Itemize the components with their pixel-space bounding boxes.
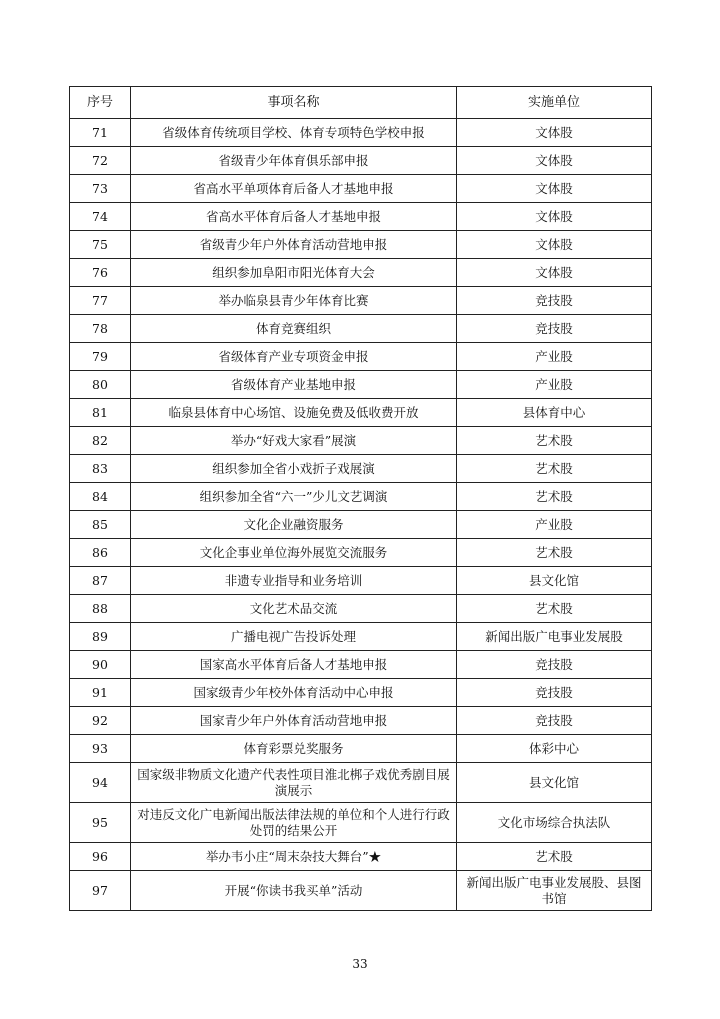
table-row — [70, 455, 652, 483]
cell-unit: 产业股 — [457, 371, 652, 399]
cell-no: 84 — [70, 483, 131, 511]
cell-item: 省级青少年体育俱乐部申报 — [131, 147, 457, 175]
table-row — [70, 483, 652, 511]
cell-unit: 文化市场综合执法队 — [457, 803, 652, 843]
table-row — [70, 735, 652, 763]
cell-item: 非遗专业指导和业务培训 — [131, 567, 457, 595]
cell-unit: 竞技股 — [457, 707, 652, 735]
header-unit: 实施单位 — [457, 87, 652, 119]
cell-unit: 文体股 — [457, 231, 652, 259]
cell-item: 国家高水平体育后备人才基地申报 — [131, 651, 457, 679]
cell-no: 83 — [70, 455, 131, 483]
cell-item: 对违反文化广电新闻出版法律法规的单位和个人进行行政处罚的结果公开 — [131, 803, 457, 843]
cell-no: 72 — [70, 147, 131, 175]
cell-item: 开展“你读书我买单”活动 — [131, 871, 457, 911]
table-row — [70, 231, 652, 259]
cell-no: 87 — [70, 567, 131, 595]
cell-no: 80 — [70, 371, 131, 399]
table-row — [70, 175, 652, 203]
table-row — [70, 651, 652, 679]
cell-no: 93 — [70, 735, 131, 763]
table-row — [70, 803, 652, 843]
cell-no: 89 — [70, 623, 131, 651]
table-row — [70, 315, 652, 343]
table-row — [70, 203, 652, 231]
cell-unit: 县体育中心 — [457, 399, 652, 427]
table-header-row — [70, 87, 652, 119]
table-row — [70, 259, 652, 287]
cell-item: 组织参加全省小戏折子戏展演 — [131, 455, 457, 483]
table-row — [70, 511, 652, 539]
cell-no: 78 — [70, 315, 131, 343]
cell-item: 举办韦小庄“周末杂技大舞台”★ — [131, 843, 457, 871]
table-row — [70, 623, 652, 651]
table-row — [70, 567, 652, 595]
cell-unit: 竞技股 — [457, 651, 652, 679]
table-row — [70, 539, 652, 567]
cell-no: 91 — [70, 679, 131, 707]
cell-no: 86 — [70, 539, 131, 567]
cell-unit: 文体股 — [457, 203, 652, 231]
table-row — [70, 119, 652, 147]
cell-item: 文化企业融资服务 — [131, 511, 457, 539]
cell-unit: 文体股 — [457, 175, 652, 203]
cell-unit: 艺术股 — [457, 595, 652, 623]
table-row — [70, 595, 652, 623]
cell-item: 体育竞赛组织 — [131, 315, 457, 343]
cell-item: 省级体育传统项目学校、体育专项特色学校申报 — [131, 119, 457, 147]
cell-unit: 艺术股 — [457, 455, 652, 483]
table-row — [70, 147, 652, 175]
cell-item: 组织参加全省“六一”少儿文艺调演 — [131, 483, 457, 511]
cell-no: 97 — [70, 871, 131, 911]
cell-unit: 竞技股 — [457, 679, 652, 707]
cell-unit: 新闻出版广电事业发展股 — [457, 623, 652, 651]
cell-item: 文化艺术品交流 — [131, 595, 457, 623]
cell-unit: 竞技股 — [457, 287, 652, 315]
cell-item: 临泉县体育中心场馆、设施免费及低收费开放 — [131, 399, 457, 427]
cell-unit: 新闻出版广电事业发展股、县图书馆 — [457, 871, 652, 911]
cell-item: 省高水平单项体育后备人才基地申报 — [131, 175, 457, 203]
table-row — [70, 679, 652, 707]
table-body — [70, 119, 652, 911]
cell-unit: 产业股 — [457, 343, 652, 371]
table-row — [70, 399, 652, 427]
cell-no: 76 — [70, 259, 131, 287]
cell-unit: 文体股 — [457, 119, 652, 147]
table-row — [70, 871, 652, 911]
cell-no: 82 — [70, 427, 131, 455]
cell-item: 省级青少年户外体育活动营地申报 — [131, 231, 457, 259]
cell-no: 74 — [70, 203, 131, 231]
cell-no: 94 — [70, 763, 131, 803]
table-row — [70, 343, 652, 371]
cell-item: 省级体育产业基地申报 — [131, 371, 457, 399]
cell-unit: 文体股 — [457, 259, 652, 287]
cell-unit: 体彩中心 — [457, 735, 652, 763]
header-item: 事项名称 — [131, 87, 457, 119]
cell-item: 举办临泉县青少年体育比赛 — [131, 287, 457, 315]
cell-unit: 文体股 — [457, 147, 652, 175]
table-row — [70, 371, 652, 399]
cell-unit: 产业股 — [457, 511, 652, 539]
cell-no: 73 — [70, 175, 131, 203]
cell-no: 85 — [70, 511, 131, 539]
cell-no: 95 — [70, 803, 131, 843]
items-table — [69, 86, 652, 911]
table-row — [70, 763, 652, 803]
cell-unit: 县文化馆 — [457, 763, 652, 803]
page-number: 33 — [352, 957, 368, 971]
cell-unit: 艺术股 — [457, 539, 652, 567]
cell-unit: 艺术股 — [457, 427, 652, 455]
cell-no: 92 — [70, 707, 131, 735]
cell-unit: 艺术股 — [457, 843, 652, 871]
cell-item: 国家级非物质文化遗产代表性项目淮北梆子戏优秀剧目展演展示 — [131, 763, 457, 803]
table-row — [70, 427, 652, 455]
header-no: 序号 — [70, 87, 131, 119]
cell-item: 组织参加阜阳市阳光体育大会 — [131, 259, 457, 287]
cell-item: 举办“好戏大家看”展演 — [131, 427, 457, 455]
cell-item: 广播电视广告投诉处理 — [131, 623, 457, 651]
cell-no: 77 — [70, 287, 131, 315]
cell-unit: 竞技股 — [457, 315, 652, 343]
cell-item: 体育彩票兑奖服务 — [131, 735, 457, 763]
cell-item: 文化企事业单位海外展览交流服务 — [131, 539, 457, 567]
cell-unit: 县文化馆 — [457, 567, 652, 595]
cell-no: 81 — [70, 399, 131, 427]
cell-item: 省级体育产业专项资金申报 — [131, 343, 457, 371]
cell-item: 国家级青少年校外体育活动中心申报 — [131, 679, 457, 707]
cell-unit: 艺术股 — [457, 483, 652, 511]
cell-no: 96 — [70, 843, 131, 871]
cell-no: 90 — [70, 651, 131, 679]
table-row — [70, 843, 652, 871]
table-row — [70, 287, 652, 315]
cell-no: 71 — [70, 119, 131, 147]
cell-no: 75 — [70, 231, 131, 259]
table-row — [70, 707, 652, 735]
cell-item: 国家青少年户外体育活动营地申报 — [131, 707, 457, 735]
cell-item: 省高水平体育后备人才基地申报 — [131, 203, 457, 231]
cell-no: 79 — [70, 343, 131, 371]
cell-no: 88 — [70, 595, 131, 623]
